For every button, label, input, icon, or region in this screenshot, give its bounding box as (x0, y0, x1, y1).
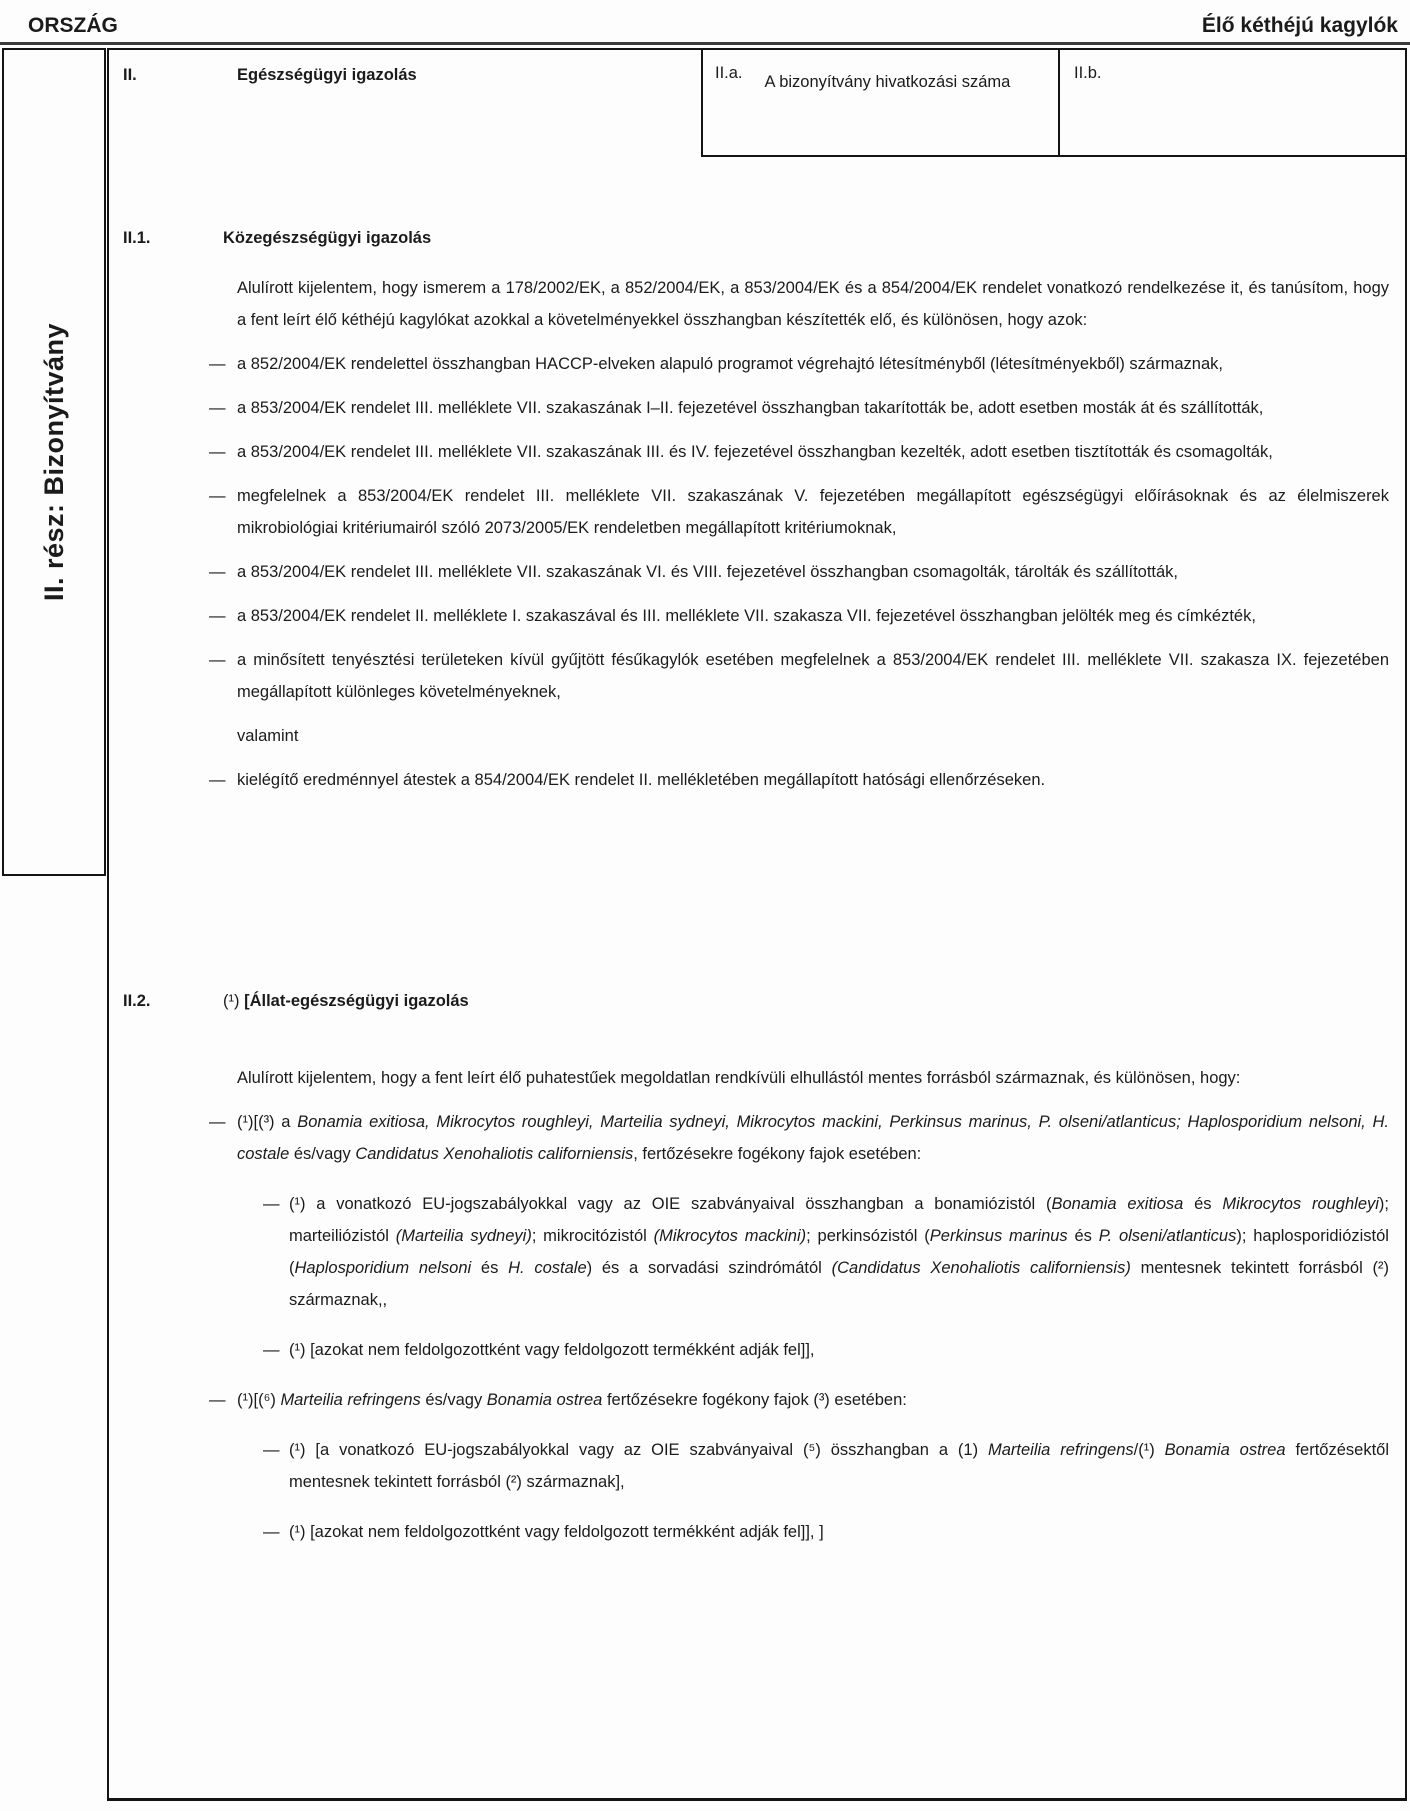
list-item (109, 436, 1389, 468)
list-item (109, 480, 1389, 544)
bullet-dash: — (263, 1195, 280, 1213)
section-ii2-title: [Állat-egészségügyi igazolás (244, 992, 469, 1010)
list-item-text: megfelelnek a 853/2004/EK rendelet III. melléklete VII. szakaszának V. fejezetében megállapított egészségügyi előírásoknak és az élelmiszerek mikrobiológiai kritériumairól szóló 2073/2005/EK rendeletben megállapított kritériumoknak, (237, 487, 1389, 537)
health-attestation-title: Egészségügyi igazolás (237, 66, 417, 84)
bullet-dash: — (263, 1523, 280, 1541)
section-ii1-intro: Alulírott kijelentem, hogy ismerem a 178/2002/EK, a 852/2004/EK, a 853/2004/EK és a 854/2004/EK rendelet vonatkozó rendelkezése it, és tanúsítom, hogy a fent leírt élő kéthéjú kagylókat azokkal a követelményekkel összhangban készítették elő, és különösen, hogy azok: (237, 279, 1389, 329)
certificate-reference-box (701, 50, 1058, 157)
bullet-dash: — (209, 771, 226, 789)
iib-label: II.b. (1074, 64, 1102, 82)
bullet-dash: — (209, 355, 226, 373)
section-ii2-title-footnote: (¹) (223, 992, 245, 1010)
list-item-text: a 853/2004/EK rendelet III. melléklete VII. szakaszának VI. és VIII. fejezetével összhangban csomagolták, tárolták és szállították, (237, 563, 1179, 581)
certificate-reference-number: II.a. (715, 64, 743, 82)
section-ii1-body (109, 272, 1389, 808)
list-item (109, 1106, 1389, 1170)
list-item-text: kielégítő eredménnyel átestek a 854/2004/EK rendelet II. mellékletében megállapított hatósági ellenőrzéseken. (237, 771, 1046, 789)
list-item (109, 600, 1389, 632)
health-attestation-number: II. (123, 66, 137, 84)
bullet-dash: — (209, 443, 226, 461)
list-item (109, 1516, 1389, 1548)
list-item-text: a 853/2004/EK rendelet III. melléklete VII. szakaszának III. és IV. fejezetével összhangban kezelték, adott esetben tisztították és csomagolták, (237, 443, 1273, 461)
list-item (109, 1188, 1389, 1316)
list-item-text: a 853/2004/EK rendelet II. melléklete I. szakaszával és III. melléklete VII. szakasza VII. fejezetével összhangban jelölték meg és címkézték, (237, 607, 1256, 625)
part-ii-vertical-label: II. rész: Bizonyítvány (39, 322, 70, 602)
list-item (109, 1334, 1389, 1366)
bullet-dash: — (209, 487, 226, 505)
list-item-text: (¹) a vonatkozó EU-jogszabályokkal vagy az OIE szabványaival összhangban a bonamiózistól (Bonamia exitiosa és Mikrocytos roughleyi); marteiliózistól (Marteilia sydneyi); mikrocitózistól (Mikrocytos mackini); perkinsózistól (Perkinsus marinus és P. olseni/atlanticus); haplosporidiózistól (Haplosporidium nelsoni és H. costale) és a sorvadási szindrómától (Candidatus Xenohaliotis californiensis) mentesnek tekintett forrásból (²) származnak,, (289, 1195, 1390, 1309)
section-ii1-number: II.1. (123, 229, 151, 247)
section-ii1-title: Közegészségügyi igazolás (223, 229, 432, 247)
list-item (109, 348, 1389, 380)
bullet-dash: — (263, 1341, 280, 1359)
list-item-text: a minősített tenyésztési területeken kívül gyűjtött fésűkagylók esetében megfelelnek a 853/2004/EK rendelet III. melléklete VII. szakasza IX. fejezetében megállapított különleges követelményeknek, (237, 651, 1389, 701)
list-item-text: (¹)[(³) a Bonamia exitiosa, Mikrocytos roughleyi, Marteilia sydneyi, Mikrocytos mackini, Perkinsus marinus, P. olseni/atlanticus; Haplosporidium nelsoni, H. costale és/vagy Candidatus Xenohaliotis californiensis, fertőzésekre fogékony fajok esetében: (237, 1113, 1390, 1163)
list-item (109, 1384, 1389, 1416)
iib-box (1058, 50, 1405, 157)
section-ii2-heading (109, 985, 1389, 1017)
bullet-dash: — (209, 1113, 226, 1131)
section-ii2-number: II.2. (123, 992, 151, 1010)
bullet-dash: — (209, 651, 226, 669)
list-item-text: (¹) [azokat nem feldolgozottként vagy feldolgozott termékként adják fel]], ] (289, 1523, 824, 1541)
list-item (109, 644, 1389, 708)
list-connector: valamint (237, 727, 299, 745)
list-item (109, 392, 1389, 424)
bullet-dash: — (209, 399, 226, 417)
list-item (109, 764, 1389, 796)
section-ii2-body (109, 1062, 1389, 1566)
country-heading: ORSZÁG (28, 14, 118, 37)
list-item-text: a 852/2004/EK rendelettel összhangban HACCP-elveken alapuló programot végrehajtó létesítményből (létesítményekből) származnak, (237, 355, 1223, 373)
bullet-dash: — (209, 1391, 226, 1409)
bullet-dash: — (263, 1441, 280, 1459)
list-item-text: (¹)[(⁶) Marteilia refringens és/vagy Bonamia ostrea fertőzésekre fogékony fajok (³) esetében: (237, 1391, 907, 1409)
list-item-text: a 853/2004/EK rendelet III. melléklete VII. szakaszának I–II. fejezetével összhangban takarították be, adott esetben mosták át és szállították, (237, 399, 1264, 417)
bullet-dash: — (209, 607, 226, 625)
list-item (109, 1434, 1389, 1498)
certificate-main-box (107, 48, 1407, 1801)
section-ii2-intro: Alulírott kijelentem, hogy a fent leírt élő puhatestűek megoldatlan rendkívüli elhullástól mentes forrásból származnak, és különösen, hogy: (237, 1069, 1241, 1087)
part-ii-sidebar (2, 48, 106, 876)
list-item-text: (¹) [azokat nem feldolgozottként vagy feldolgozott termékként adják fel]], (289, 1341, 815, 1359)
bullet-dash: — (209, 563, 226, 581)
header-rule (0, 42, 1410, 45)
section-ii1-heading (109, 222, 1389, 254)
commodity-heading: Élő kéthéjú kagylók (1201, 14, 1398, 37)
list-item (109, 556, 1389, 588)
certificate-reference-label: A bizonyítvány hivatkozási száma (764, 73, 1011, 91)
list-item-text: (¹) [a vonatkozó EU-jogszabályokkal vagy az OIE szabványaival (⁵) összhangban a (1) Marteilia refringens/(¹) Bonamia ostrea fertőzésektől mentesnek tekintett forrásból (²) származnak], (289, 1441, 1389, 1491)
